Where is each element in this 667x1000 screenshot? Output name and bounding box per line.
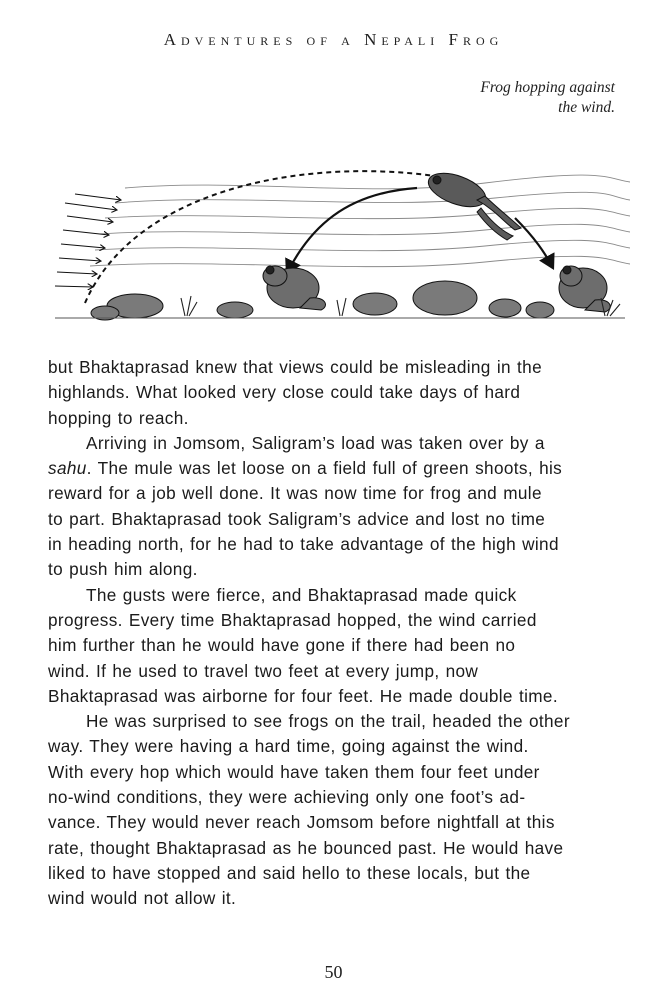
text-line: him further than he would have gone if there had been no: [48, 635, 516, 656]
italic-word: sahu: [48, 458, 87, 479]
frog-hopping-illustration: [45, 148, 630, 328]
airborne-frog: [424, 167, 521, 240]
text-line: to push him along.: [48, 559, 198, 580]
text-line: wind would not allow it.: [48, 888, 237, 909]
body-text: [48, 355, 623, 912]
text-line: highlands. What looked very close could take days of hard: [48, 382, 521, 403]
text-line: [48, 456, 623, 481]
text-line: hopping to reach.: [48, 407, 189, 428]
text-line: progress. Every time Bhaktaprasad hopped, the wind carried: [48, 609, 537, 630]
figure-caption: [395, 78, 615, 118]
text-line: vance. They would never reach Jomsom before nightfall at this: [48, 812, 555, 833]
text-line: He was surprised to see frogs on the trail, headed the other: [86, 711, 570, 732]
text-line: Arriving in Jomsom, Saligram’s load was taken over by a: [86, 432, 545, 453]
text-line: liked to have stopped and said hello to these locals, but the: [48, 862, 531, 883]
text-line: no-wind conditions, they were achieving only one foot’s ad-: [48, 787, 526, 808]
page-number: 50: [324, 962, 343, 982]
text-line: in heading north, for he had to take advantage of the high wind: [48, 534, 559, 555]
text-line: The gusts were fierce, and Bhaktaprasad made quick: [86, 584, 517, 605]
text-line: Bhaktaprasad was airborne for four feet. He made double time.: [48, 685, 558, 706]
text-line: to part. Bhaktaprasad took Saligram’s advice and lost no time: [48, 508, 546, 529]
caption-line: Frog hopping against: [480, 79, 615, 96]
text-run: . The mule was let loose on a field full of green shoots, his: [86, 458, 563, 479]
running-head: Adventures of a Nepali Frog: [163, 30, 504, 49]
text-line: but Bhaktaprasad knew that views could be misleading in the: [48, 357, 542, 377]
landing-frog: [263, 266, 325, 310]
caption-line: the wind.: [558, 99, 615, 116]
text-line: reward for a job well done. It was now time for frog and mule: [48, 483, 542, 504]
text-line: way. They were having a hard time, going against the wind.: [48, 736, 529, 757]
wind-lines: [90, 175, 630, 267]
drift-arrow: [287, 188, 417, 273]
wind-arrows: [55, 194, 121, 287]
text-line: rate, thought Bhaktaprasad as he bounced past. He would have: [48, 837, 564, 858]
hop-trajectory-dashed: [85, 171, 435, 303]
text-line: With every hop which would have taken them four feet under: [48, 761, 540, 782]
text-line: wind. If he used to travel two feet at every jump, now: [48, 660, 479, 681]
